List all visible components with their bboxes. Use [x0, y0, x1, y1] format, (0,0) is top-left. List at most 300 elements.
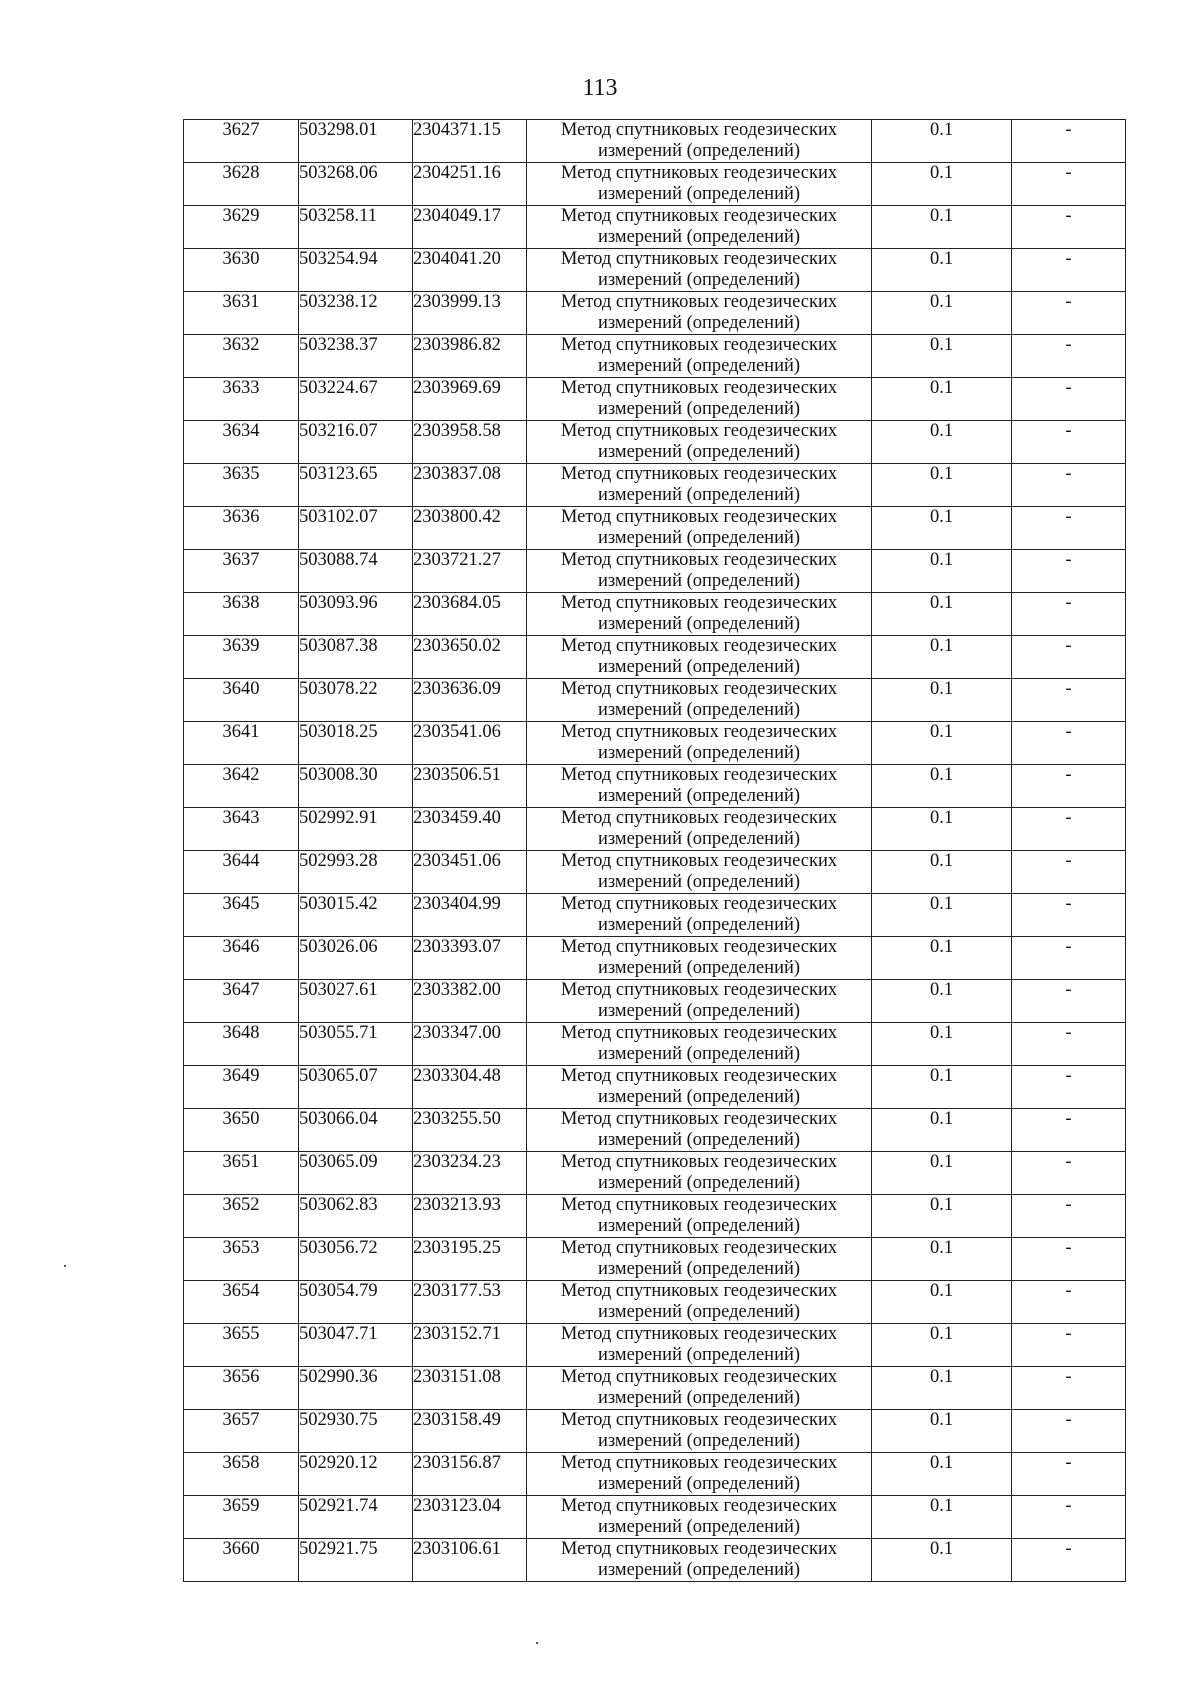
accuracy-cell: 0.1 [872, 292, 1012, 335]
x-coordinate-cell: 502930.75 [299, 1410, 413, 1453]
table-row [184, 980, 1126, 1023]
table-row [184, 937, 1126, 980]
method-line-2: измерений (определений) [597, 1130, 801, 1150]
method-cell [527, 1539, 872, 1582]
method-line-1: Метод спутниковых геодезических [560, 1281, 838, 1301]
point-number-cell: 3638 [184, 593, 299, 636]
accuracy-cell: 0.1 [872, 464, 1012, 507]
x-coordinate-cell: 503078.22 [299, 679, 413, 722]
accuracy-cell: 0.1 [872, 1453, 1012, 1496]
x-coordinate-cell: 503102.07 [299, 507, 413, 550]
accuracy-cell: 0.1 [872, 507, 1012, 550]
table-row [184, 851, 1126, 894]
accuracy-cell: 0.1 [872, 765, 1012, 808]
y-coordinate-cell: 2303684.05 [413, 593, 527, 636]
method-line-1: Метод спутниковых геодезических [560, 765, 838, 785]
accuracy-cell: 0.1 [872, 1109, 1012, 1152]
method-line-2: измерений (определений) [597, 1216, 801, 1236]
table-row [184, 765, 1126, 808]
note-cell: - [1012, 1238, 1126, 1281]
table-row [184, 1152, 1126, 1195]
note-cell: - [1012, 679, 1126, 722]
method-line-2: измерений (определений) [597, 1388, 801, 1408]
accuracy-cell: 0.1 [872, 808, 1012, 851]
accuracy-cell: 0.1 [872, 1195, 1012, 1238]
method-line-1: Метод спутниковых геодезических [560, 1066, 838, 1086]
note-cell: - [1012, 163, 1126, 206]
y-coordinate-cell: 2303304.48 [413, 1066, 527, 1109]
method-cell [527, 120, 872, 163]
y-coordinate-cell: 2303404.99 [413, 894, 527, 937]
method-cell [527, 1066, 872, 1109]
y-coordinate-cell: 2303650.02 [413, 636, 527, 679]
accuracy-cell: 0.1 [872, 937, 1012, 980]
accuracy-cell: 0.1 [872, 636, 1012, 679]
method-line-1: Метод спутниковых геодезических [560, 937, 838, 957]
method-line-1: Метод спутниковых геодезических [560, 292, 838, 312]
y-coordinate-cell: 2303800.42 [413, 507, 527, 550]
method-line-2: измерений (определений) [597, 1302, 801, 1322]
method-cell [527, 980, 872, 1023]
method-line-1: Метод спутниковых геодезических [560, 249, 838, 269]
note-cell: - [1012, 1152, 1126, 1195]
accuracy-cell: 0.1 [872, 1367, 1012, 1410]
point-number-cell: 3641 [184, 722, 299, 765]
x-coordinate-cell: 503055.71 [299, 1023, 413, 1066]
x-coordinate-cell: 503066.04 [299, 1109, 413, 1152]
method-line-2: измерений (определений) [597, 1259, 801, 1279]
table-row [184, 636, 1126, 679]
method-line-2: измерений (определений) [597, 1044, 801, 1064]
point-number-cell: 3658 [184, 1453, 299, 1496]
method-line-1: Метод спутниковых геодезических [560, 120, 838, 140]
table-row [184, 292, 1126, 335]
accuracy-cell: 0.1 [872, 722, 1012, 765]
x-coordinate-cell: 503027.61 [299, 980, 413, 1023]
point-number-cell: 3647 [184, 980, 299, 1023]
note-cell: - [1012, 1367, 1126, 1410]
point-number-cell: 3635 [184, 464, 299, 507]
method-line-1: Метод спутниковых геодезических [560, 163, 838, 183]
note-cell: - [1012, 421, 1126, 464]
method-cell [527, 1238, 872, 1281]
x-coordinate-cell: 503015.42 [299, 894, 413, 937]
method-line-2: измерений (определений) [597, 786, 801, 806]
accuracy-cell: 0.1 [872, 679, 1012, 722]
method-cell [527, 808, 872, 851]
method-line-2: измерений (определений) [597, 700, 801, 720]
note-cell: - [1012, 1195, 1126, 1238]
method-line-2: измерений (определений) [597, 872, 801, 892]
point-number-cell: 3637 [184, 550, 299, 593]
method-line-2: измерений (определений) [597, 571, 801, 591]
y-coordinate-cell: 2303837.08 [413, 464, 527, 507]
method-line-2: измерений (определений) [597, 1173, 801, 1193]
accuracy-cell: 0.1 [872, 1023, 1012, 1066]
accuracy-cell: 0.1 [872, 206, 1012, 249]
method-cell [527, 1410, 872, 1453]
table-row [184, 378, 1126, 421]
method-line-2: измерений (определений) [597, 184, 801, 204]
table-row [184, 1238, 1126, 1281]
table-row [184, 1023, 1126, 1066]
note-cell: - [1012, 980, 1126, 1023]
note-cell: - [1012, 292, 1126, 335]
y-coordinate-cell: 2303969.69 [413, 378, 527, 421]
y-coordinate-cell: 2304371.15 [413, 120, 527, 163]
method-line-1: Метод спутниковых геодезических [560, 679, 838, 699]
method-cell [527, 292, 872, 335]
method-line-1: Метод спутниковых геодезических [560, 1109, 838, 1129]
note-cell: - [1012, 1453, 1126, 1496]
table-row [184, 335, 1126, 378]
note-cell: - [1012, 378, 1126, 421]
method-cell [527, 1023, 872, 1066]
y-coordinate-cell: 2303151.08 [413, 1367, 527, 1410]
point-number-cell: 3657 [184, 1410, 299, 1453]
table-row [184, 679, 1126, 722]
accuracy-cell: 0.1 [872, 163, 1012, 206]
accuracy-cell: 0.1 [872, 120, 1012, 163]
accuracy-cell: 0.1 [872, 1539, 1012, 1582]
x-coordinate-cell: 503224.67 [299, 378, 413, 421]
y-coordinate-cell: 2303213.93 [413, 1195, 527, 1238]
accuracy-cell: 0.1 [872, 851, 1012, 894]
y-coordinate-cell: 2303234.23 [413, 1152, 527, 1195]
method-line-1: Метод спутниковых геодезических [560, 206, 838, 226]
point-number-cell: 3648 [184, 1023, 299, 1066]
table-row [184, 507, 1126, 550]
table-row [184, 894, 1126, 937]
note-cell: - [1012, 1410, 1126, 1453]
note-cell: - [1012, 1281, 1126, 1324]
accuracy-cell: 0.1 [872, 1410, 1012, 1453]
x-coordinate-cell: 503238.37 [299, 335, 413, 378]
note-cell: - [1012, 249, 1126, 292]
y-coordinate-cell: 2303459.40 [413, 808, 527, 851]
point-number-cell: 3659 [184, 1496, 299, 1539]
method-line-2: измерений (определений) [597, 442, 801, 462]
method-cell [527, 249, 872, 292]
y-coordinate-cell: 2303451.06 [413, 851, 527, 894]
note-cell: - [1012, 765, 1126, 808]
x-coordinate-cell: 503088.74 [299, 550, 413, 593]
method-line-1: Метод спутниковых геодезических [560, 550, 838, 570]
accuracy-cell: 0.1 [872, 421, 1012, 464]
note-cell: - [1012, 894, 1126, 937]
accuracy-cell: 0.1 [872, 550, 1012, 593]
table-row [184, 593, 1126, 636]
note-cell: - [1012, 1066, 1126, 1109]
method-line-1: Метод спутниковых геодезических [560, 335, 838, 355]
note-cell: - [1012, 464, 1126, 507]
method-line-1: Метод спутниковых геодезических [560, 808, 838, 828]
x-coordinate-cell: 503026.06 [299, 937, 413, 980]
point-number-cell: 3655 [184, 1324, 299, 1367]
method-line-1: Метод спутниковых геодезических [560, 1410, 838, 1430]
table-row [184, 722, 1126, 765]
note-cell: - [1012, 507, 1126, 550]
method-line-1: Метод спутниковых геодезических [560, 1453, 838, 1473]
method-line-2: измерений (определений) [597, 141, 801, 161]
scan-speck [64, 1265, 66, 1267]
method-line-1: Метод спутниковых геодезических [560, 421, 838, 441]
x-coordinate-cell: 503258.11 [299, 206, 413, 249]
method-line-1: Метод спутниковых геодезических [560, 851, 838, 871]
method-line-2: измерений (определений) [597, 270, 801, 290]
accuracy-cell: 0.1 [872, 378, 1012, 421]
method-line-2: измерений (определений) [597, 1517, 801, 1537]
method-cell [527, 206, 872, 249]
accuracy-cell: 0.1 [872, 894, 1012, 937]
x-coordinate-cell: 503018.25 [299, 722, 413, 765]
x-coordinate-cell: 502993.28 [299, 851, 413, 894]
point-number-cell: 3630 [184, 249, 299, 292]
method-cell [527, 1324, 872, 1367]
note-cell: - [1012, 808, 1126, 851]
method-line-2: измерений (определений) [597, 1431, 801, 1451]
x-coordinate-cell: 503056.72 [299, 1238, 413, 1281]
method-cell [527, 1195, 872, 1238]
point-number-cell: 3629 [184, 206, 299, 249]
point-number-cell: 3634 [184, 421, 299, 464]
table-row [184, 206, 1126, 249]
method-cell [527, 163, 872, 206]
y-coordinate-cell: 2303195.25 [413, 1238, 527, 1281]
x-coordinate-cell: 502992.91 [299, 808, 413, 851]
table-row [184, 249, 1126, 292]
y-coordinate-cell: 2303255.50 [413, 1109, 527, 1152]
x-coordinate-cell: 503268.06 [299, 163, 413, 206]
note-cell: - [1012, 722, 1126, 765]
accuracy-cell: 0.1 [872, 593, 1012, 636]
point-number-cell: 3640 [184, 679, 299, 722]
method-cell [527, 765, 872, 808]
accuracy-cell: 0.1 [872, 335, 1012, 378]
y-coordinate-cell: 2303106.61 [413, 1539, 527, 1582]
accuracy-cell: 0.1 [872, 1152, 1012, 1195]
method-line-1: Метод спутниковых геодезических [560, 1324, 838, 1344]
method-line-2: измерений (определений) [597, 1345, 801, 1365]
x-coordinate-cell: 503216.07 [299, 421, 413, 464]
method-cell [527, 335, 872, 378]
method-cell [527, 636, 872, 679]
table-row [184, 1367, 1126, 1410]
method-line-2: измерений (определений) [597, 313, 801, 333]
method-line-1: Метод спутниковых геодезических [560, 1152, 838, 1172]
x-coordinate-cell: 503123.65 [299, 464, 413, 507]
method-line-2: измерений (определений) [597, 1474, 801, 1494]
x-coordinate-cell: 503065.07 [299, 1066, 413, 1109]
x-coordinate-cell: 502990.36 [299, 1367, 413, 1410]
point-number-cell: 3639 [184, 636, 299, 679]
method-line-1: Метод спутниковых геодезических [560, 1238, 838, 1258]
method-cell [527, 894, 872, 937]
y-coordinate-cell: 2303393.07 [413, 937, 527, 980]
point-number-cell: 3654 [184, 1281, 299, 1324]
method-cell [527, 1367, 872, 1410]
y-coordinate-cell: 2303156.87 [413, 1453, 527, 1496]
x-coordinate-cell: 503047.71 [299, 1324, 413, 1367]
scan-speck [536, 1642, 538, 1644]
method-line-2: измерений (определений) [597, 1087, 801, 1107]
method-line-1: Метод спутниковых геодезических [560, 1539, 838, 1559]
x-coordinate-cell: 502921.75 [299, 1539, 413, 1582]
point-number-cell: 3651 [184, 1152, 299, 1195]
y-coordinate-cell: 2303382.00 [413, 980, 527, 1023]
method-line-1: Метод спутниковых геодезических [560, 636, 838, 656]
point-number-cell: 3642 [184, 765, 299, 808]
point-number-cell: 3632 [184, 335, 299, 378]
x-coordinate-cell: 502920.12 [299, 1453, 413, 1496]
point-number-cell: 3660 [184, 1539, 299, 1582]
y-coordinate-cell: 2304041.20 [413, 249, 527, 292]
point-number-cell: 3636 [184, 507, 299, 550]
x-coordinate-cell: 503087.38 [299, 636, 413, 679]
method-line-1: Метод спутниковых геодезических [560, 378, 838, 398]
point-number-cell: 3653 [184, 1238, 299, 1281]
method-cell [527, 679, 872, 722]
point-number-cell: 3650 [184, 1109, 299, 1152]
y-coordinate-cell: 2303158.49 [413, 1410, 527, 1453]
method-line-1: Метод спутниковых геодезических [560, 464, 838, 484]
y-coordinate-cell: 2303958.58 [413, 421, 527, 464]
table-row [184, 163, 1126, 206]
method-cell [527, 722, 872, 765]
method-cell [527, 507, 872, 550]
method-line-1: Метод спутниковых геодезических [560, 894, 838, 914]
note-cell: - [1012, 335, 1126, 378]
note-cell: - [1012, 636, 1126, 679]
table-row [184, 464, 1126, 507]
table-row [184, 1109, 1126, 1152]
x-coordinate-cell: 503298.01 [299, 120, 413, 163]
x-coordinate-cell: 503093.96 [299, 593, 413, 636]
coordinates-table [183, 119, 1126, 1582]
method-line-1: Метод спутниковых геодезических [560, 507, 838, 527]
y-coordinate-cell: 2304251.16 [413, 163, 527, 206]
y-coordinate-cell: 2303541.06 [413, 722, 527, 765]
method-line-2: измерений (определений) [597, 657, 801, 677]
point-number-cell: 3652 [184, 1195, 299, 1238]
table-row [184, 421, 1126, 464]
point-number-cell: 3649 [184, 1066, 299, 1109]
method-line-2: измерений (определений) [597, 614, 801, 634]
x-coordinate-cell: 503238.12 [299, 292, 413, 335]
point-number-cell: 3646 [184, 937, 299, 980]
method-line-1: Метод спутниковых геодезических [560, 1195, 838, 1215]
method-line-1: Метод спутниковых геодезических [560, 593, 838, 613]
table-row [184, 1496, 1126, 1539]
method-line-1: Метод спутниковых геодезических [560, 1023, 838, 1043]
x-coordinate-cell: 503054.79 [299, 1281, 413, 1324]
point-number-cell: 3656 [184, 1367, 299, 1410]
method-cell [527, 1152, 872, 1195]
note-cell: - [1012, 851, 1126, 894]
method-line-1: Метод спутниковых геодезических [560, 980, 838, 1000]
x-coordinate-cell: 503062.83 [299, 1195, 413, 1238]
x-coordinate-cell: 502921.74 [299, 1496, 413, 1539]
note-cell: - [1012, 1496, 1126, 1539]
table-row [184, 1066, 1126, 1109]
y-coordinate-cell: 2303347.00 [413, 1023, 527, 1066]
method-cell [527, 378, 872, 421]
method-line-2: измерений (определений) [597, 399, 801, 419]
note-cell: - [1012, 937, 1126, 980]
method-line-2: измерений (определений) [597, 227, 801, 247]
note-cell: - [1012, 1539, 1126, 1582]
y-coordinate-cell: 2303123.04 [413, 1496, 527, 1539]
method-cell [527, 421, 872, 464]
y-coordinate-cell: 2303177.53 [413, 1281, 527, 1324]
y-coordinate-cell: 2303721.27 [413, 550, 527, 593]
accuracy-cell: 0.1 [872, 1281, 1012, 1324]
note-cell: - [1012, 550, 1126, 593]
accuracy-cell: 0.1 [872, 1324, 1012, 1367]
method-cell [527, 1453, 872, 1496]
accuracy-cell: 0.1 [872, 1066, 1012, 1109]
table-row [184, 1410, 1126, 1453]
method-line-2: измерений (определений) [597, 958, 801, 978]
y-coordinate-cell: 2303152.71 [413, 1324, 527, 1367]
y-coordinate-cell: 2304049.17 [413, 206, 527, 249]
method-line-2: измерений (определений) [597, 829, 801, 849]
method-cell [527, 464, 872, 507]
note-cell: - [1012, 120, 1126, 163]
point-number-cell: 3643 [184, 808, 299, 851]
table-row [184, 1195, 1126, 1238]
table-row [184, 120, 1126, 163]
y-coordinate-cell: 2303999.13 [413, 292, 527, 335]
accuracy-cell: 0.1 [872, 1238, 1012, 1281]
method-line-2: измерений (определений) [597, 485, 801, 505]
method-cell [527, 1496, 872, 1539]
point-number-cell: 3628 [184, 163, 299, 206]
method-line-2: измерений (определений) [597, 743, 801, 763]
method-line-2: измерений (определений) [597, 528, 801, 548]
method-cell [527, 1281, 872, 1324]
x-coordinate-cell: 503254.94 [299, 249, 413, 292]
note-cell: - [1012, 1324, 1126, 1367]
method-line-1: Метод спутниковых геодезических [560, 1496, 838, 1516]
y-coordinate-cell: 2303636.09 [413, 679, 527, 722]
accuracy-cell: 0.1 [872, 1496, 1012, 1539]
method-cell [527, 1109, 872, 1152]
y-coordinate-cell: 2303986.82 [413, 335, 527, 378]
page-number: 113 [582, 75, 618, 101]
table-row [184, 1453, 1126, 1496]
method-cell [527, 550, 872, 593]
coordinates-table-body [184, 120, 1126, 1582]
method-cell [527, 937, 872, 980]
point-number-cell: 3633 [184, 378, 299, 421]
method-line-1: Метод спутниковых геодезических [560, 722, 838, 742]
point-number-cell: 3645 [184, 894, 299, 937]
method-line-1: Метод спутниковых геодезических [560, 1367, 838, 1387]
table-row [184, 1324, 1126, 1367]
point-number-cell: 3631 [184, 292, 299, 335]
method-line-2: измерений (определений) [597, 356, 801, 376]
table-row [184, 808, 1126, 851]
table-row [184, 1281, 1126, 1324]
y-coordinate-cell: 2303506.51 [413, 765, 527, 808]
method-line-2: измерений (определений) [597, 915, 801, 935]
method-line-2: измерений (определений) [597, 1560, 801, 1580]
method-cell [527, 851, 872, 894]
method-line-2: измерений (определений) [597, 1001, 801, 1021]
accuracy-cell: 0.1 [872, 249, 1012, 292]
point-number-cell: 3644 [184, 851, 299, 894]
